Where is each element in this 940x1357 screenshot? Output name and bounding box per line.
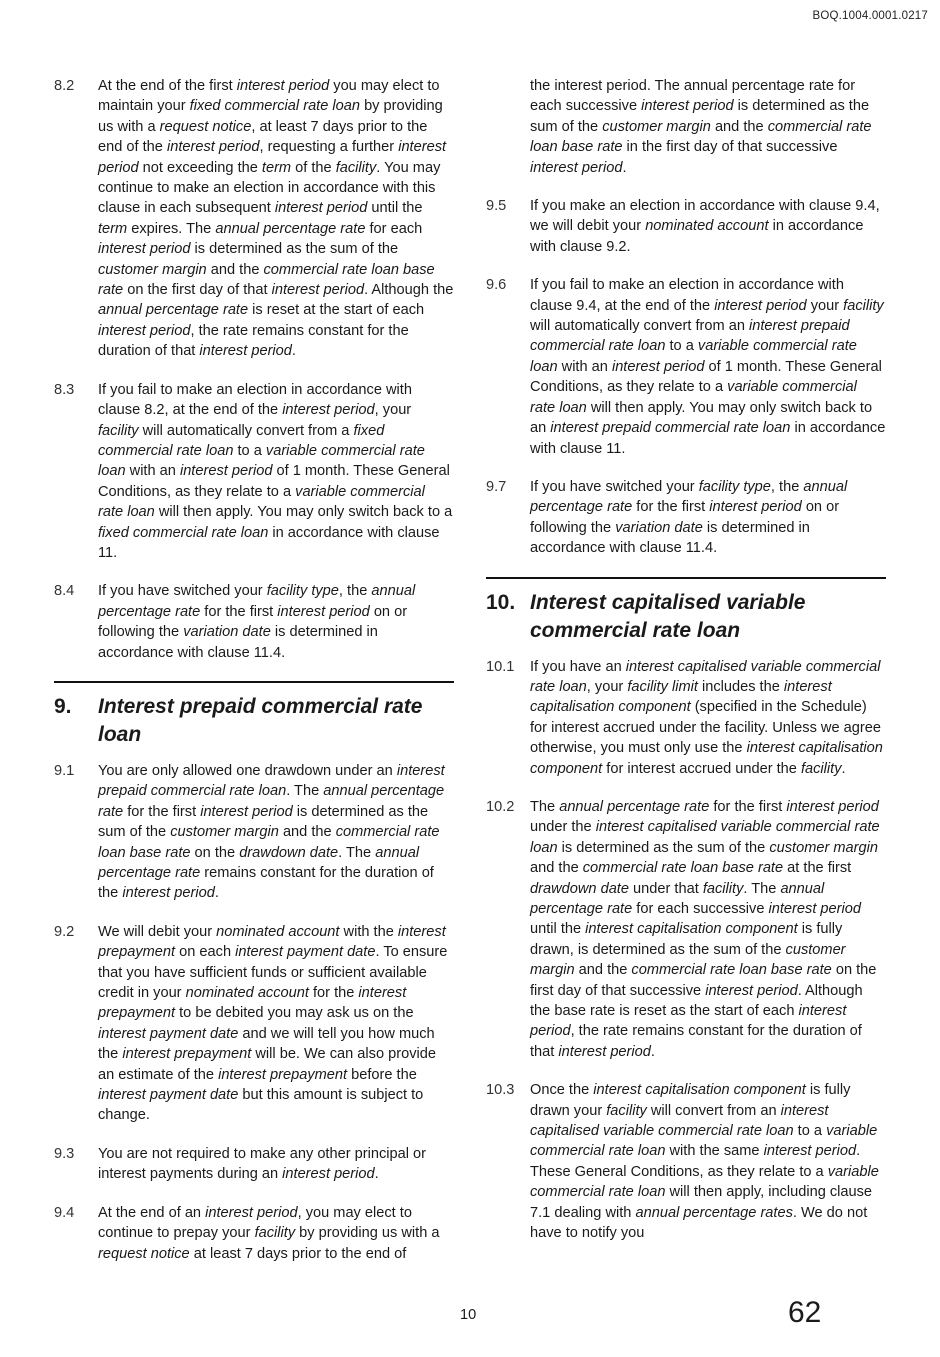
section-heading: [486, 589, 886, 645]
clause: [54, 76, 454, 362]
defined-term: interest capitalisation component: [585, 921, 798, 938]
clause-text-run: . Although the: [364, 282, 454, 299]
clause-text-run: , your: [586, 678, 628, 695]
clause: [54, 761, 454, 904]
clause-text-run: . You may continue to make an election in accordance with this clause in each subsequent: [98, 159, 441, 217]
defined-term: interest prepaid commercial rate loan: [530, 318, 850, 355]
defined-term: drawdown date: [530, 880, 629, 897]
clause-text-run: on the first day of that: [123, 282, 272, 299]
defined-term: customer margin: [769, 839, 878, 856]
defined-term: interest period: [530, 159, 623, 176]
defined-term: fixed commercial rate loan: [98, 524, 269, 541]
clause-text-run: At the end of an: [98, 1204, 206, 1221]
clause-number: 10.2: [486, 798, 515, 815]
clause-text-run: is determined as the sum of the: [557, 839, 770, 856]
defined-term: interest period: [282, 1166, 375, 1183]
defined-term: interest period: [714, 297, 807, 314]
clause-text-run: is determined as the sum of the: [190, 241, 399, 258]
defined-term: fixed commercial rate loan: [98, 422, 385, 459]
defined-term: variable commercial rate loan: [530, 379, 857, 416]
clause-text-run: in accordance with clause 11.: [98, 524, 440, 561]
clause: [486, 76, 886, 178]
defined-term: interest period: [641, 98, 734, 115]
section-heading: [54, 693, 454, 749]
document-id: BOQ.1004.0001.0217: [812, 10, 928, 22]
defined-term: variable commercial rate loan: [530, 1163, 879, 1201]
clause-text: [98, 1203, 454, 1264]
clause-text-run: , requesting a further: [259, 139, 399, 156]
clause-text-run: the interest period. The annual percentage rate for each successive: [530, 78, 856, 115]
clause-text-run: on or following the: [98, 603, 408, 641]
clause-number: 9.6: [486, 277, 507, 294]
defined-term: facility: [335, 159, 377, 176]
defined-term: interest period: [277, 603, 370, 620]
section-title: Interest capitalised variable commercial rate loan: [530, 590, 806, 642]
clause-text-run: in the first day of that successive: [622, 139, 838, 156]
defined-term: interest period: [200, 803, 293, 820]
right-column: [486, 76, 886, 1262]
defined-term: annual percentage rate: [215, 220, 366, 237]
clause-text: [98, 1144, 454, 1185]
clause: [54, 1203, 454, 1264]
clause-text-run: for each successive: [632, 901, 769, 917]
clause-number: 9.7: [486, 478, 507, 495]
defined-term: interest capitalisation component: [593, 1082, 806, 1099]
defined-term: fixed commercial rate loan: [189, 98, 361, 115]
clause-text-run: on each: [175, 944, 236, 961]
clause-text-run: on or following the: [530, 499, 840, 536]
clause-number: 9.4: [54, 1204, 75, 1221]
clause-text-run: , the rate remains constant for the duration of that: [98, 322, 409, 360]
clause-text-run: .: [841, 760, 846, 777]
defined-term: customer margin: [530, 941, 846, 979]
clause-text: [98, 761, 454, 904]
clause-text-run: You are not required to make any other principal or interest payments during an: [98, 1145, 427, 1183]
section-number: 10.: [486, 590, 516, 614]
clause-text-run: will then apply. You may only switch back to a: [154, 504, 453, 521]
clause-text: [98, 76, 454, 362]
clause-text-run: , the rate remains constant for the duration of that: [530, 1023, 862, 1060]
clause-text-run: on the: [190, 844, 240, 861]
left-column: [54, 76, 454, 1282]
clause-text-run: until the: [530, 921, 586, 938]
clause-text-run: .: [291, 343, 296, 360]
defined-term: nominated account: [185, 985, 309, 1002]
clause-text: [530, 275, 886, 459]
clause-text-run: of the: [291, 159, 336, 176]
clause-number: 8.4: [54, 583, 75, 600]
defined-term: facility type: [698, 478, 771, 495]
clause-text-run: for the first: [709, 798, 787, 815]
clause-text-run: . Although the base rate is reset as the start of each: [530, 982, 863, 1020]
defined-term: interest capitalisation component: [530, 678, 832, 716]
defined-term: interest period: [98, 322, 191, 339]
clause-text-run: but this amount is subject to change.: [98, 1087, 424, 1124]
clause-text-run: If you make an election in accordance with clause 9.4, we will debit your: [530, 198, 880, 235]
defined-term: interest capitalised variable commercial rate loan: [530, 819, 880, 856]
defined-term: annual percentage rate: [530, 880, 825, 917]
defined-term: annual percentage rate: [98, 844, 420, 881]
clause-text-run: and the: [710, 118, 768, 135]
clause-text-run: If you have switched your: [98, 583, 267, 600]
clause-text-run: you may elect to maintain your: [98, 78, 440, 115]
defined-term: variable commercial rate loan: [98, 483, 425, 521]
clause-text-run: by providing us with a: [98, 98, 443, 135]
defined-term: commercial rate loan base rate: [530, 118, 872, 156]
defined-term: facility: [254, 1225, 296, 1242]
clause: [54, 581, 454, 663]
sheet-number: 62: [788, 1296, 822, 1329]
defined-term: interest period: [763, 1143, 857, 1160]
clause-text-run: and the: [530, 860, 583, 877]
clause-number: 9.5: [486, 198, 507, 215]
clause-number: 9.2: [54, 923, 75, 940]
clause-text: [98, 581, 454, 663]
defined-term: interest prepayment: [122, 1046, 252, 1063]
defined-term: interest period: [768, 901, 861, 917]
defined-term: annual percentage rates: [635, 1204, 793, 1221]
clause-text-run: .: [214, 885, 219, 902]
defined-term: facility: [98, 422, 139, 439]
defined-term: interest period: [205, 1204, 298, 1221]
defined-term: customer margin: [602, 118, 711, 135]
clause: [54, 1144, 454, 1185]
clause-text-run: .: [650, 1043, 655, 1060]
clause-number: 8.2: [54, 78, 75, 94]
defined-term: interest capitalised variable commercial rate loan: [530, 1102, 829, 1140]
clause-text-run: by providing us with a: [295, 1225, 440, 1242]
clause-text-run: is fully drawn your: [530, 1082, 851, 1119]
clause-text-run: Once the: [530, 1082, 594, 1099]
defined-term: interest period: [786, 798, 879, 815]
defined-term: interest period: [98, 139, 447, 176]
clause-text-run: to a: [665, 338, 698, 355]
defined-term: request notice: [98, 1245, 190, 1262]
defined-term: variable commercial rate loan: [530, 338, 857, 375]
clause-text-run: and the: [574, 962, 632, 979]
clause-text-run: . The: [286, 783, 324, 800]
clause: [486, 797, 886, 1062]
defined-term: nominated account: [216, 923, 340, 940]
defined-term: interest period: [166, 139, 260, 156]
clause-text-run: will automatically convert from a: [138, 422, 354, 439]
defined-term: interest prepayment: [98, 985, 407, 1022]
clause-number: 8.3: [54, 381, 75, 398]
clause-text-run: If you have an: [530, 658, 626, 675]
defined-term: interest payment date: [235, 944, 376, 961]
defined-term: facility type: [266, 583, 339, 600]
defined-term: interest payment date: [98, 1025, 239, 1042]
clause-text-run: your: [806, 297, 844, 314]
defined-term: term: [261, 159, 292, 176]
clause-text-run: . To ensure that you have sufficient funds or sufficient available credit in your: [98, 944, 448, 1002]
defined-term: annual percentage rate: [98, 302, 249, 319]
clause-number: 10.1: [486, 658, 515, 675]
defined-term: interest period: [530, 1003, 847, 1040]
clause-text-run: If you fail to make an election in accordance with clause 8.2, at the end of the: [98, 381, 412, 419]
clause: [54, 380, 454, 564]
clause-text-run: If you have switched your: [530, 478, 699, 495]
clause-text-run: . The: [743, 880, 781, 897]
defined-term: commercial rate loan base rate: [631, 962, 832, 979]
clause-number: 10.3: [486, 1082, 515, 1099]
defined-term: variation date: [183, 624, 271, 641]
defined-term: interest prepaid commercial rate loan: [550, 420, 791, 437]
clause-text-run: of 1 month. These General Conditions, as they relate to a: [98, 463, 450, 500]
defined-term: variation date: [615, 519, 703, 536]
clause-text-run: with an: [125, 463, 180, 480]
clause-text-run: . The: [338, 844, 376, 861]
clause-text: [530, 797, 886, 1062]
defined-term: interest period: [236, 78, 330, 94]
clause-text-run: .: [622, 159, 627, 176]
defined-term: customer margin: [98, 261, 207, 278]
defined-term: annual percentage rate: [98, 583, 416, 620]
defined-term: facility: [800, 760, 842, 777]
clause-text: [530, 1080, 886, 1243]
clause-text-run: for the first: [632, 499, 710, 516]
clause-text-run: under that: [628, 880, 703, 897]
defined-term: customer margin: [170, 824, 279, 841]
clause-text-run: is fully drawn, is determined as the sum of the: [530, 921, 843, 958]
clause-text-run: for the first: [200, 603, 278, 620]
defined-term: nominated account: [645, 218, 769, 235]
defined-term: interest period: [199, 343, 292, 360]
defined-term: interest period: [709, 499, 802, 516]
clause-text-run: , at least 7 days prior to the end of the: [98, 118, 428, 156]
clause-text-run: to a: [233, 442, 266, 459]
defined-term: interest period: [705, 982, 798, 999]
defined-term: annual percentage rate: [559, 798, 710, 815]
clause-text-run: is reset at the start of each: [248, 302, 425, 319]
defined-term: facility: [843, 297, 884, 314]
defined-term: interest period: [271, 282, 365, 299]
clause-text-run: includes the: [697, 678, 784, 695]
defined-term: interest period: [611, 358, 705, 375]
defined-term: interest capitalisation component: [530, 740, 883, 777]
clause-text-run: with the: [339, 923, 398, 940]
clause-text-run: , the: [770, 478, 804, 495]
clause: [54, 922, 454, 1126]
clause-text-run: You are only allowed one drawdown under an: [98, 762, 397, 779]
clause-text-run: , your: [374, 402, 412, 419]
clause-text-run: of 1 month. These General Conditions, as they relate to a: [530, 358, 882, 396]
clause-text-run: in accordance with clause 9.2.: [530, 218, 864, 255]
clause-text-run: will then apply. You may only switch back to an: [530, 399, 873, 437]
clause-text-run: .: [374, 1166, 379, 1183]
defined-term: facility limit: [627, 678, 698, 695]
clause: [486, 1080, 886, 1243]
section-divider: [54, 681, 454, 683]
section-number: 9.: [54, 694, 72, 718]
defined-term: interest capitalised variable commercial rate loan: [530, 658, 881, 695]
clause-text-run: for the: [308, 985, 359, 1002]
clause-text-run: will then apply, including clause 7.1 dealing with: [530, 1184, 873, 1221]
clause-text-run: to be debited you may ask us on the: [175, 1005, 414, 1022]
clause-text: [530, 76, 886, 178]
clause-text-run: will be. We can also provide an estimate of the: [98, 1046, 437, 1083]
defined-term: interest period: [558, 1043, 651, 1060]
defined-term: facility: [606, 1102, 647, 1119]
clause: [486, 196, 886, 257]
defined-term: interest period: [98, 241, 191, 258]
clause: [486, 477, 886, 559]
defined-term: commercial rate loan base rate: [98, 824, 440, 861]
clause-number: [486, 76, 530, 178]
clause-text: [98, 380, 454, 564]
clause: [486, 657, 886, 779]
clause-text-run: If you fail to make an election in accordance with clause 9.4, at the end of the: [530, 277, 844, 314]
section-divider: [486, 577, 886, 579]
clause-text-run: not exceeding the: [138, 159, 262, 176]
defined-term: commercial rate loan base rate: [98, 261, 435, 299]
clause-text-run: The: [530, 798, 560, 815]
clause-text-run: with an: [557, 358, 612, 375]
defined-term: interest payment date: [98, 1087, 239, 1104]
clause-text-run: for the first: [123, 803, 201, 820]
defined-term: request notice: [159, 118, 252, 135]
clause-text-run: is determined in accordance with clause 11.4.: [530, 519, 810, 557]
defined-term: variable commercial rate loan: [98, 442, 425, 480]
clause-text-run: until the: [367, 200, 423, 217]
clause-text-run: on the first day of that successive: [530, 962, 877, 999]
defined-term: interest prepayment: [98, 923, 446, 961]
defined-term: annual percentage rate: [530, 478, 848, 516]
clause-text: [530, 477, 886, 559]
clause-text-run: is determined in accordance with clause 11.4.: [98, 624, 378, 661]
clause-text: [530, 196, 886, 257]
defined-term: variable commercial rate loan: [530, 1123, 878, 1160]
clause-text-run: and the: [206, 261, 264, 278]
defined-term: facility: [702, 880, 744, 897]
defined-term: interest prepaid commercial rate loan: [98, 762, 445, 800]
clause-text-run: at the first: [783, 860, 852, 877]
clause-text-run: will convert from an: [646, 1102, 781, 1119]
clause-text-run: with the same: [665, 1143, 764, 1160]
clause-text-run: , you may elect to continue to prepay your: [98, 1204, 412, 1242]
clause-text-run: in accordance with clause 11.: [530, 420, 886, 457]
clause-text-run: at least 7 days prior to the end of: [189, 1245, 407, 1262]
clause-text-run: under the: [530, 819, 596, 836]
clause-number: 9.3: [54, 1145, 75, 1162]
clause-text-run: We will debit your: [98, 923, 217, 940]
clause-text-run: and we will tell you how much the: [98, 1025, 435, 1063]
clause-text-run: to a: [793, 1123, 827, 1140]
clause-text-run: is determined as the sum of the: [98, 803, 429, 841]
clause-text-run: is determined as the sum of the: [530, 98, 870, 135]
clause-text-run: will automatically convert from an: [530, 318, 749, 335]
clause-text-run: . We do not have to notify you: [530, 1204, 868, 1242]
defined-term: annual percentage rate: [98, 783, 445, 820]
section-title: Interest prepaid commercial rate loan: [98, 694, 423, 746]
clause-text-run: , the: [338, 583, 372, 600]
clause-text-run: for interest accrued under the: [602, 760, 801, 777]
clause-text-run: for each: [365, 220, 423, 237]
defined-term: term: [98, 220, 128, 237]
clause-text-run: and the: [278, 824, 336, 841]
clause-text-run: remains constant for the duration of the: [98, 865, 434, 902]
clause-text-run: At the end of the first: [98, 78, 237, 94]
defined-term: commercial rate loan base rate: [582, 860, 784, 877]
defined-term: interest period: [282, 402, 375, 419]
clause-text-run: (specified in the Schedule) for interest accrued under the facility. Unless we agree otherwise, you must only use the: [530, 699, 881, 757]
page-number: 10: [460, 1307, 477, 1323]
clause-text: [530, 657, 886, 779]
defined-term: interest period: [122, 885, 215, 902]
clause-text-run: before the: [347, 1066, 417, 1083]
clause-text-run: . These General Conditions, as they relate to a: [530, 1143, 861, 1180]
clause-text-run: expires. The: [127, 220, 216, 237]
clause: [486, 275, 886, 459]
clause-number: 9.1: [54, 762, 75, 779]
clause-text: [98, 922, 454, 1126]
defined-term: drawdown date: [239, 844, 339, 861]
defined-term: interest period: [179, 463, 273, 480]
defined-term: interest prepayment: [218, 1066, 348, 1083]
defined-term: interest period: [274, 200, 368, 217]
